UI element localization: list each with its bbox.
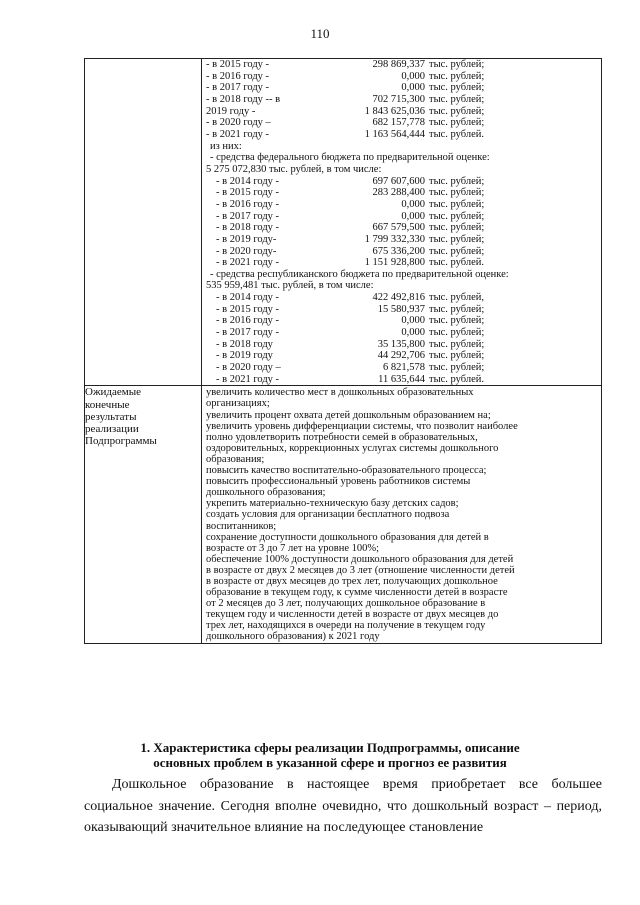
results-value-cell — [202, 386, 602, 643]
funding-amount: 6 821,578 — [383, 362, 425, 374]
funding-year: - в 2021 году - — [216, 257, 280, 269]
funding-amount: 0,000 — [401, 198, 425, 210]
republic-total: 535 959,481 тыс. рублей, в том числе: — [206, 280, 374, 292]
results-label-cell — [85, 386, 202, 643]
results-line: трех лет, находящихся в очереди на получение в текущем году — [206, 620, 486, 632]
results-line: дошкольного образования; — [206, 487, 326, 499]
funding-line — [206, 362, 597, 374]
funding-line — [206, 292, 597, 304]
results-line: обеспечение 100% доступности дошкольного образования для детей — [206, 553, 514, 565]
funding-amount: 11 635,644 — [378, 373, 425, 385]
funding-unit: тыс. рублей; — [429, 117, 485, 129]
funding-year: - в 2019 году — [216, 350, 273, 362]
funding-amount: 44 292,706 — [377, 350, 425, 362]
funding-amount: 702 715,300 — [372, 93, 425, 105]
funding-unit: тыс. рублей; — [429, 70, 485, 82]
section-heading-line: основных проблем в указанной сфере и прогноз ее развития — [153, 754, 507, 770]
funding-amount: 675 336,200 — [372, 245, 425, 257]
section-heading — [60, 741, 600, 770]
results-line: организациях; — [206, 398, 270, 410]
funding-amount: 1 799 332,330 — [364, 233, 425, 245]
section-paragraph: Дошкольное образование в настоящее время приобретает все большее социальное значение. Сегодня вполне очевидно, что дошкольный возраст – период, оказывающий значительное влияние на последующее становление — [84, 777, 602, 835]
results-line: создать условия для организации бесплатного подвоза — [206, 509, 450, 521]
funding-year: - в 2015 году - — [216, 187, 280, 199]
funding-amount: 1 151 928,800 — [364, 257, 425, 269]
funding-year: - в 2017 году - — [216, 210, 280, 222]
results-line: образования; — [206, 453, 265, 465]
results-list — [206, 387, 597, 642]
funding-unit: тыс. рублей. — [429, 373, 485, 385]
results-label-line: Ожидаемые — [85, 386, 142, 399]
funding-unit: тыс. рублей. — [429, 128, 485, 140]
results-line: оздоровительных, коррекционных услугах системы дошкольного — [206, 442, 499, 454]
funding-amount: 0,000 — [401, 315, 425, 327]
funding-amount: 35 135,800 — [377, 338, 425, 350]
funding-year: - в 2017 году - — [216, 327, 280, 339]
federal-funding-list — [206, 176, 597, 269]
federal-total: 5 275 072,830 тыс. рублей, в том числе: — [206, 163, 382, 175]
funding-amount: 0,000 — [401, 327, 425, 339]
funding-unit: тыс. рублей; — [429, 315, 485, 327]
funding-year: - в 2016 году - — [216, 198, 280, 210]
funding-line — [206, 234, 597, 246]
funding-amount: 0,000 — [401, 210, 425, 222]
funding-line — [206, 315, 597, 327]
funding-line — [206, 199, 597, 211]
funding-unit: тыс. рублей; — [429, 187, 485, 199]
funding-unit: тыс. рублей; — [429, 303, 485, 315]
funding-unit: тыс. рублей; — [429, 350, 485, 362]
funding-unit: тыс. рублей; — [429, 198, 485, 210]
results-row — [85, 386, 602, 643]
funding-year: - в 2018 году — [216, 338, 273, 350]
funding-unit: тыс. рублей; — [429, 233, 485, 245]
funding-label-cell — [85, 59, 202, 386]
results-label-line: результаты — [85, 410, 137, 423]
funding-amount: 697 607,600 — [372, 175, 425, 187]
funding-line — [206, 339, 597, 351]
funding-year: - в 2021 году - — [206, 128, 270, 140]
funding-amount: 1 843 625,036 — [364, 105, 425, 117]
funding-amount: 422 492,816 — [372, 292, 425, 304]
results-line: повысить качество воспитательно-образовательного процесса; — [206, 465, 487, 477]
results-line: в возрасте от двух месяцев до трех лет, получающих дошкольное — [206, 575, 498, 587]
republic-funding-list — [206, 292, 597, 385]
funding-line — [206, 176, 597, 188]
funding-unit: тыс. рублей; — [429, 82, 485, 94]
results-line: от 2 месяцев до 3 лет, получающих дошкольное образование в — [206, 598, 486, 610]
results-line: увеличить процент охвата детей дошкольным образованием на; — [206, 409, 491, 421]
funding-line — [206, 94, 597, 106]
funding-unit: тыс. рублей; — [429, 245, 485, 257]
funding-year: - в 2020 году – — [216, 362, 281, 374]
funding-amount: 667 579,500 — [372, 222, 425, 234]
results-line: в возрасте от двух 2 месяцев до 3 лет (отношение численности детей — [206, 564, 515, 576]
funding-row — [85, 59, 602, 386]
funding-year: - в 2015 году - — [206, 59, 270, 70]
funding-year: - в 2018 году - — [216, 222, 280, 234]
results-line: увеличить уровень дифференциации системы, что позволит наиболее — [206, 420, 518, 432]
results-line: образование в текущем году, к сумме численности детей в возрасте — [206, 587, 508, 599]
funding-line — [206, 59, 597, 71]
funding-line — [206, 71, 597, 83]
funding-amount: 0,000 — [401, 82, 425, 94]
funding-line — [206, 374, 597, 386]
results-label-line: Подпрограммы — [85, 435, 157, 448]
funding-amount: 15 580,937 — [377, 303, 425, 315]
results-line: повысить профессиональный уровень работников системы — [206, 476, 471, 488]
funding-year: - в 2020 году- — [216, 245, 277, 257]
funding-year: - в 2021 году - — [216, 373, 280, 385]
funding-line — [206, 82, 597, 94]
funding-amount: 1 163 564,444 — [364, 128, 425, 140]
results-label-line: конечные — [85, 398, 130, 411]
results-line: возрасте от 3 до 7 лет на уровне 100%; — [206, 542, 380, 554]
funding-year: - в 2019 году- — [216, 233, 277, 245]
funding-line — [206, 257, 597, 269]
funding-amount: 298 869,337 — [372, 59, 425, 70]
funding-line — [206, 304, 597, 316]
funding-unit: тыс. рублей; — [429, 93, 485, 105]
funding-unit: тыс. рублей; — [429, 59, 485, 70]
funding-unit: тыс. рублей; — [429, 327, 485, 339]
funding-line — [206, 350, 597, 362]
page-number: 110 — [310, 26, 330, 41]
federal-title: - средства федерального бюджета по предварительной оценке: — [210, 152, 490, 164]
funding-table — [84, 58, 602, 644]
funding-line — [206, 327, 597, 339]
funding-line — [206, 222, 597, 234]
funding-unit: тыс. рублей, — [429, 292, 485, 304]
funding-amount: 283 288,400 — [372, 187, 425, 199]
funding-line — [206, 246, 597, 258]
funding-unit: тыс. рублей; — [429, 222, 485, 234]
section-heading-line: 1. Характеристика сферы реализации Подпрограммы, описание — [140, 740, 520, 755]
funding-line — [206, 117, 597, 129]
funding-unit: тыс. рублей; — [429, 210, 485, 222]
funding-year: - в 2014 году - — [216, 292, 280, 304]
results-line: сохранение доступности дошкольного образования для детей в — [206, 531, 489, 543]
funding-year: - в 2017 году - — [206, 82, 270, 94]
funding-unit: тыс. рублей; — [429, 105, 485, 117]
results-line: укрепить материально-техническую базу детских садов; — [206, 498, 459, 510]
funding-amount: 0,000 — [401, 70, 425, 82]
funding-year: 2019 году - — [206, 105, 256, 117]
funding-year: - в 2016 году - — [206, 70, 270, 82]
funding-amount: 682 157,778 — [372, 117, 425, 129]
republic-title: - средства республиканского бюджета по предварительной оценке: — [210, 268, 509, 280]
results-line: воспитанников; — [206, 520, 277, 532]
results-label-line: реализации — [85, 422, 139, 435]
funding-value-cell — [202, 59, 602, 386]
funding-unit: тыс. рублей; — [429, 362, 485, 374]
funding-line — [206, 106, 597, 118]
results-line: полно удовлетворить потребности семей в образовательных, — [206, 431, 478, 443]
funding-year: - в 2015 году - — [216, 303, 280, 315]
funding-unit: тыс. рублей; — [429, 338, 485, 350]
funding-unit: тыс. рублей. — [429, 257, 485, 269]
funding-year: - в 2014 году - — [216, 175, 280, 187]
total-funding-list — [206, 59, 597, 141]
funding-line — [206, 211, 597, 223]
funding-year: - в 2020 году – — [206, 117, 271, 129]
funding-year: - в 2016 году - — [216, 315, 280, 327]
funding-unit: тыс. рублей; — [429, 175, 485, 187]
results-line: текущем году и численности детей в возрасте от двух месяцев до — [206, 609, 499, 621]
funding-year: - в 2018 году -- в — [206, 93, 281, 105]
funding-line — [206, 129, 597, 141]
results-line: увеличить количество мест в дошкольных образовательных — [206, 387, 474, 399]
of-them-label: из них: — [210, 140, 242, 152]
results-line: дошкольного образования) к 2021 году — [206, 631, 380, 643]
funding-line — [206, 187, 597, 199]
